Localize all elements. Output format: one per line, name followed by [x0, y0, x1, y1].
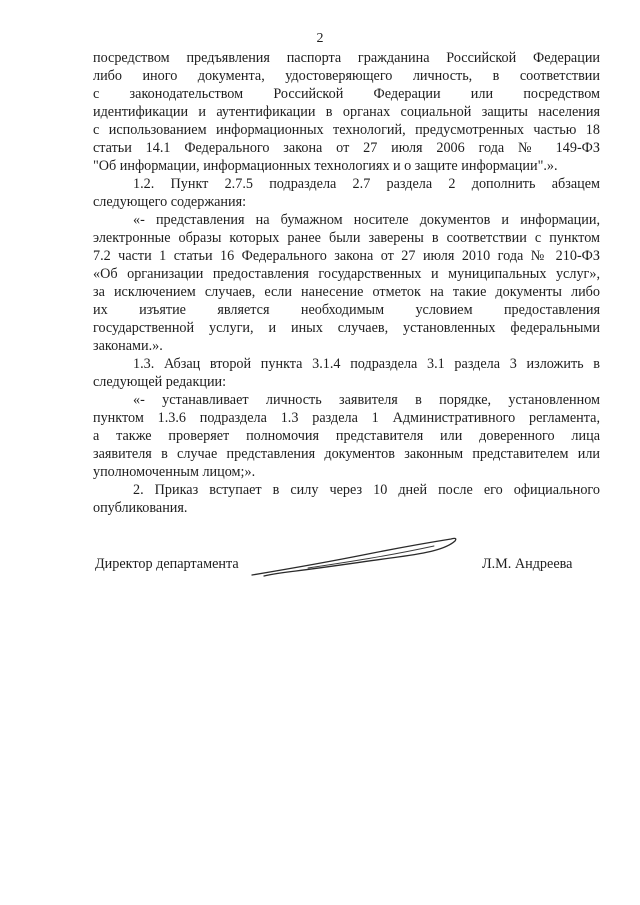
- text-line: "Об информации, информационных технологиях и о защите информации".».: [93, 158, 558, 174]
- text-line: уполномоченным лицом;».: [93, 464, 256, 480]
- text-line: идентификации и аутентификации в органах социальной защиты населения: [93, 104, 600, 120]
- text-line: государственной услуги, и иных случаев, установленных федеральными: [93, 320, 600, 336]
- document-body: [93, 49, 600, 517]
- paragraph-1-2-first-line: 1.2. Пункт 2.7.5 подраздела 2.7 раздела 2 дополнить абзацем: [133, 176, 600, 192]
- text-line: за исключением случаев, если нанесение отметок на такие документы либо: [93, 284, 600, 300]
- text-line: пунктом 1.3.6 подраздела 1.3 раздела 1 Административного регламента,: [93, 410, 600, 426]
- quote-first-line: «- представления на бумажном носителе документов и информации,: [133, 212, 600, 228]
- text-line: с законодательством Российской Федерации или посредством: [93, 86, 600, 102]
- text-line: посредством предъявления паспорта гражданина Российской Федерации: [93, 50, 600, 66]
- text-line: их изъятие является необходимым условием предоставления: [93, 302, 600, 318]
- text-line: с использованием информационных технологий, предусмотренных частью 18: [93, 122, 600, 138]
- signature-position-title: Директор департамента: [95, 556, 239, 572]
- paragraph-2-first-line: 2. Приказ вступает в силу через 10 дней после его официального: [133, 482, 600, 498]
- text-line: либо иного документа, удостоверяющего личность, в соответствии: [93, 68, 600, 84]
- quote-first-line: «- устанавливает личность заявителя в порядке, установленном: [133, 392, 600, 408]
- text-line: а также проверяет полномочия представителя или доверенного лица: [93, 428, 600, 444]
- text-line: статьи 14.1 Федерального закона от 27 июля 2006 года № 149-ФЗ: [93, 140, 600, 156]
- text-line: «Об организации предоставления государственных и муниципальных услуг»,: [93, 266, 600, 282]
- page-number: 2: [316, 31, 324, 46]
- text-line: следующего содержания:: [93, 194, 247, 210]
- text-line: законами.».: [93, 338, 163, 354]
- text-line: электронные образы которых ранее были заверены в соответствии с пунктом: [93, 230, 600, 246]
- text-line: следующей редакции:: [93, 374, 227, 390]
- handwritten-signature: [248, 535, 463, 580]
- text-line: 7.2 части 1 статьи 16 Федерального закона от 27 июля 2010 года № 210-ФЗ: [93, 248, 600, 264]
- text-line: опубликования.: [93, 500, 188, 516]
- text-line: заявителя в случае представления документов законным представителем или: [93, 446, 600, 462]
- signatory-name: Л.М. Андреева: [482, 556, 573, 572]
- paragraph-1-3-first-line: 1.3. Абзац второй пункта 3.1.4 подраздела 3.1 раздела 3 изложить в: [133, 356, 600, 372]
